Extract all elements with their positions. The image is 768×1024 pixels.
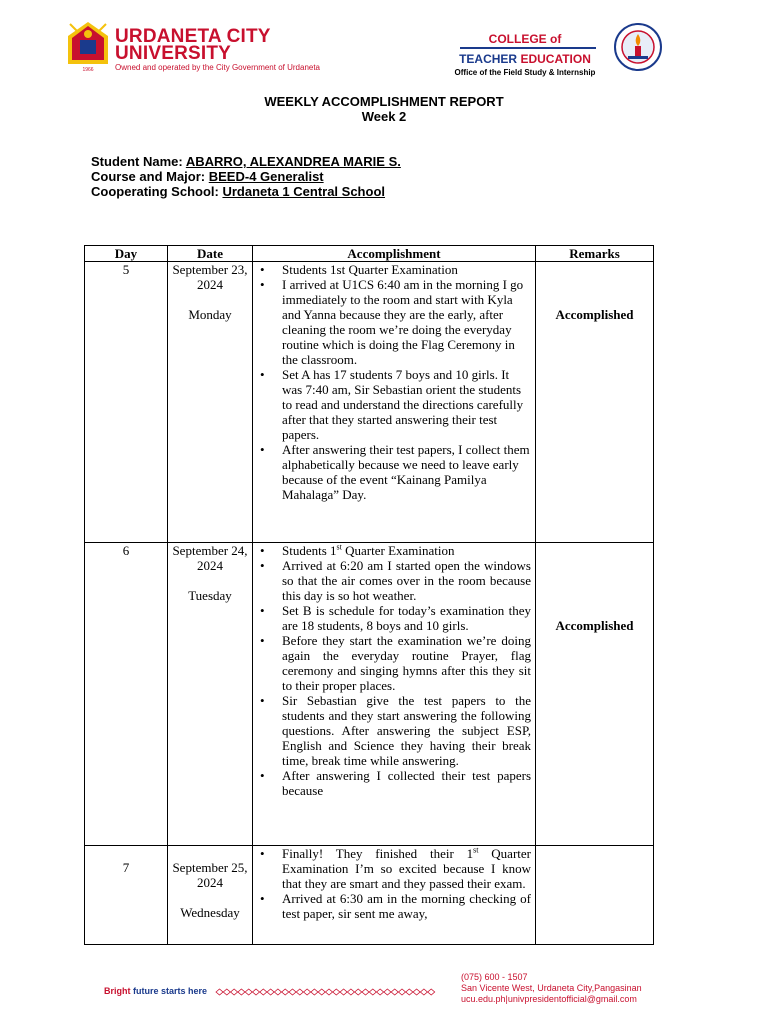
list-item: • Arrived at 6:20 am I started open the windows so that the air comes over in the room because this day is so hot weather. (257, 558, 531, 603)
list-item: • Students 1st Quarter Examination (257, 543, 531, 558)
student-info-block (91, 154, 401, 199)
diamond-ornament (355, 989, 362, 995)
footer-address: San Vicente West, Urdaneta City,Pangasinan (461, 983, 642, 993)
accomplishment-cell (253, 262, 536, 543)
university-name-line2: UNIVERSITY (115, 43, 232, 64)
university-name-line1: URDANETA CITY (115, 26, 271, 47)
list-item: • Set A has 17 students 7 boys and 10 girls. It was 7:40 am, Sir Sebastian orient the students to read and understand the directions carefully after that they started answering their test papers. (257, 367, 531, 442)
weekday: Tuesday (188, 588, 232, 603)
diamond-ornament (223, 989, 230, 995)
diamond-ornament (311, 989, 318, 995)
accomplishment-cell (253, 846, 536, 945)
list-item: • After answering I collected their test papers because (257, 768, 531, 798)
diamond-ornament (238, 989, 245, 995)
report-title-block (0, 94, 768, 124)
remarks-cell (536, 262, 654, 543)
college-seal-logo (610, 22, 666, 72)
diamond-ornament (231, 989, 238, 995)
header-accomplishment: Accomplishment (253, 246, 536, 262)
diamond-ornament (318, 989, 325, 995)
college-of-label: COLLEGE of (488, 32, 562, 46)
table-row (85, 846, 654, 945)
diamond-ornament (347, 989, 354, 995)
diamond-ornament (245, 989, 252, 995)
diamond-ornament (399, 989, 406, 995)
accomplishment-cell (253, 543, 536, 846)
diamond-ornament (369, 989, 376, 995)
day-cell: 5 (85, 262, 168, 543)
footer-contact (461, 972, 642, 1005)
day-cell: 7 (85, 846, 168, 945)
college-name: TEACHER EDUCATION (459, 52, 591, 66)
logo-year: 1966 (82, 67, 94, 72)
status-badge: Accomplished (555, 618, 634, 633)
course-major: BEED-4 Generalist (208, 169, 324, 184)
header-remarks: Remarks (536, 246, 654, 262)
diamond-ornament (384, 989, 391, 995)
diamond-ornament (406, 989, 413, 995)
list-item: • I arrived at U1CS 6:40 am in the morning I go immediately to the room and start with Kyla and Yanna because they are the early, after cleaning the room we’re doing the everyday routine which is doing the Flag Ceremony in the classroom. (257, 277, 531, 367)
university-name-block (115, 28, 325, 72)
diamond-ornament (216, 989, 223, 995)
university-tagline: Owned and operated by the City Government of Urdaneta (115, 63, 321, 72)
diamond-ornament (253, 989, 260, 995)
diamond-ornament (362, 989, 369, 995)
diamond-ornament (340, 989, 347, 995)
day-cell: 6 (85, 543, 168, 846)
date-cell: September 24, 2024 Tuesday (168, 543, 253, 846)
list-item: • Sir Sebastian give the test papers to the students and they start answering the following questions. After answering the subject ESP, English and Science they having their break time, break time while answering. (257, 693, 531, 768)
report-title: WEEKLY ACCOMPLISHMENT REPORT (264, 94, 504, 109)
student-name: ABARRO, ALEXANDREA MARIE S. (185, 154, 401, 169)
office-label: Office of the Field Study & Internship (454, 68, 596, 77)
list-item: • Students 1st Quarter Examination (257, 262, 531, 277)
footer-web: ucu.edu.ph|univpresidentofficial@gmail.com (461, 994, 637, 1004)
footer-diamond-pattern (214, 988, 436, 996)
diamond-ornament (377, 989, 384, 995)
student-name-row: Student Name: ABARRO, ALEXANDREA MARIE S. (91, 154, 401, 169)
college-name-block (440, 33, 610, 78)
weekday: Monday (188, 307, 232, 322)
table-row (85, 262, 654, 543)
course-row: Course and Major: BEED-4 Generalist (91, 169, 324, 184)
list-item: • Set B is schedule for today’s examination they are 18 students, 8 boys and 10 girls. (257, 603, 531, 633)
header-date: Date (168, 246, 253, 262)
diamond-ornament (296, 989, 303, 995)
diamond-ornament (333, 989, 340, 995)
footer-phone: (075) 600 - 1507 (461, 972, 528, 982)
university-seal-logo (66, 20, 110, 72)
diamond-ornament (274, 989, 281, 995)
diamond-ornament (289, 989, 296, 995)
date-cell: September 25, 2024 Wednesday (168, 846, 253, 945)
diamond-ornament (428, 989, 435, 995)
list-item: • After answering their test papers, I collect them alphabetically because we need to leave early because of the event “Kainang Pamilya Mahalaga” Day. (257, 442, 531, 502)
diamond-ornament (304, 989, 311, 995)
date-cell: September 23, 2024 Monday (168, 262, 253, 543)
cooperating-school: Urdaneta 1 Central School (222, 184, 385, 199)
remarks-cell (536, 846, 654, 945)
remarks-cell (536, 543, 654, 846)
diamond-ornament (391, 989, 398, 995)
diamond-ornament (326, 989, 333, 995)
table-row (85, 543, 654, 846)
table-header-row (85, 246, 654, 262)
weekday: Wednesday (180, 905, 240, 920)
diamond-ornament (282, 989, 289, 995)
diamond-ornament (260, 989, 267, 995)
status-badge: Accomplished (555, 307, 634, 322)
diamond-ornament (420, 989, 427, 995)
diamond-ornament (413, 989, 420, 995)
school-row: Cooperating School: Urdaneta 1 Central School (91, 184, 385, 199)
diamond-ornament (267, 989, 274, 995)
header-day: Day (85, 246, 168, 262)
accomplishment-table (84, 245, 654, 945)
college-divider (460, 47, 596, 49)
list-item: • Before they start the examination we’re doing again the everyday routine Prayer, flag ceremony and singing hymns after this they sit to their proper places. (257, 633, 531, 693)
footer-slogan: Bright future starts here (104, 986, 208, 996)
report-week: Week 2 (361, 109, 407, 124)
list-item: • Arrived at 6:30 am in the morning checking of test paper, sir sent me away, (257, 891, 531, 921)
list-item: • Finally! They finished their 1st Quarter Examination I’m so excited because I know that they are smart and they passed their exam. (257, 846, 531, 891)
